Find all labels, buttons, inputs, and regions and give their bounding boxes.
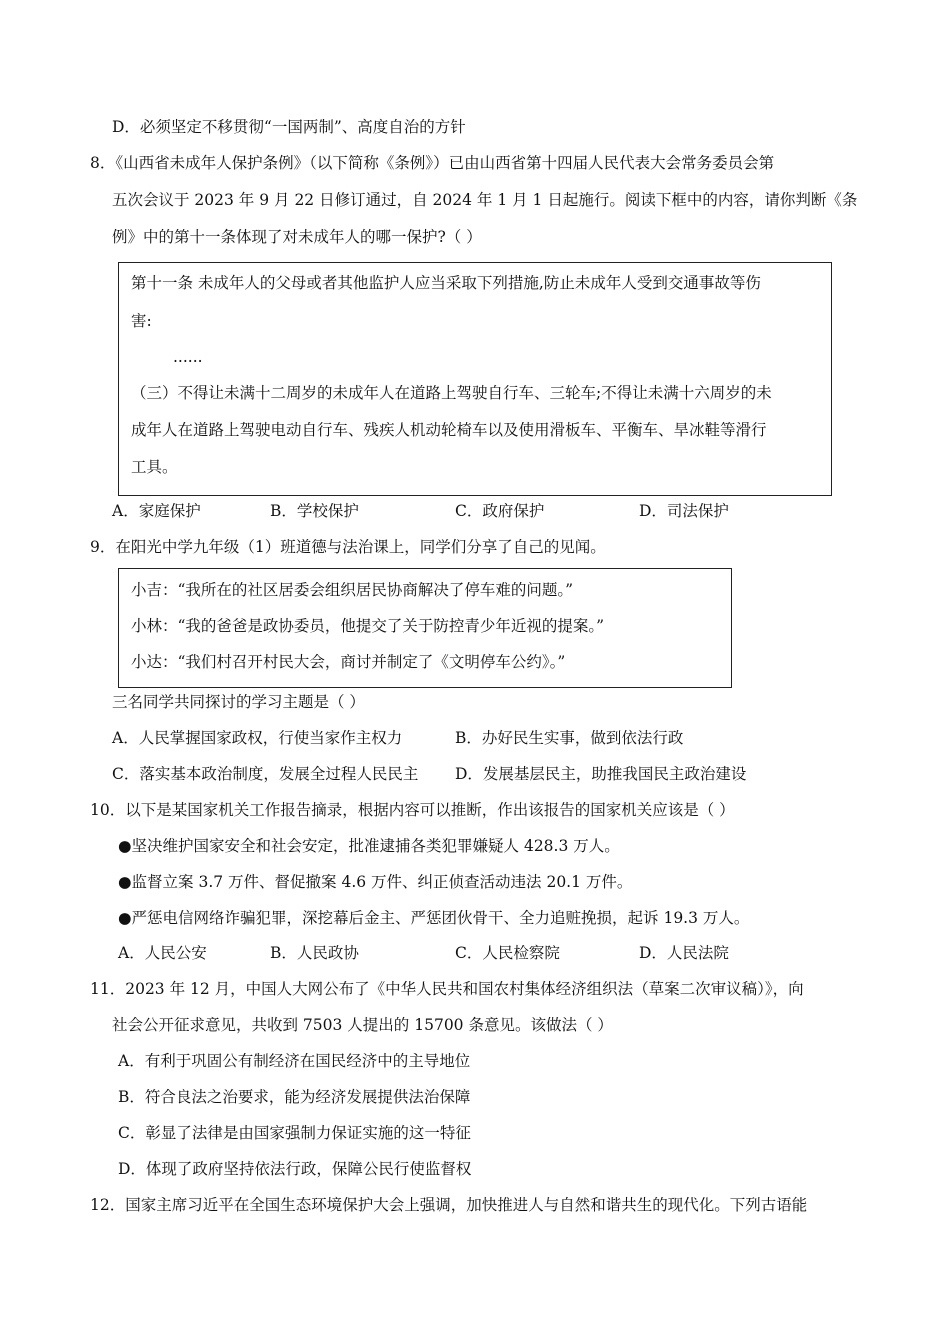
- q7-option-d: D．必须坚定不移贯彻“一国两制”、高度自治的方针: [112, 118, 466, 136]
- q11-stem-line-1: 11．2023 年 12 月，中国人大网公布了《中华人民共和国农村集体经济组织法（草案二次审议稿）》，向: [90, 980, 804, 998]
- q10-option-c: C．人民检察院: [455, 944, 560, 962]
- q8-option-a: A．家庭保护: [112, 502, 201, 520]
- q8-box-line-6: 工具。: [131, 458, 178, 476]
- q10-bullet-1: ●坚决维护国家安全和社会安定，批准逮捕各类犯罪嫌疑人 428.3 万人。: [118, 837, 620, 855]
- q9-option-b: B．办好民生实事，做到依法行政: [455, 729, 684, 747]
- q8-quote-box: [118, 262, 832, 496]
- q10-option-d: D．人民法院: [639, 944, 729, 962]
- q9-quote-box: [118, 568, 732, 688]
- q8-option-c: C．政府保护: [455, 502, 545, 520]
- q11-stem-line-2: 社会公开征求意见，共收到 7503 人提出的 15700 条意见。该做法（ ）: [112, 1016, 613, 1034]
- q9-option-a: A．人民掌握国家政权，行使当家作主权力: [112, 729, 403, 747]
- q10-option-a: A．人民公安: [118, 944, 207, 962]
- q12-stem-line-1: 12．国家主席习近平在全国生态环境保护大会上强调，加快推进人与自然和谐共生的现代化。下列古语能: [90, 1196, 808, 1214]
- q8-box-line-1: 第十一条 未成年人的父母或者其他监护人应当采取下列措施,防止未成年人受到交通事故等伤: [131, 274, 761, 292]
- q9-question: 三名同学共同探讨的学习主题是（ ）: [112, 693, 365, 711]
- q9-box-line-3: 小达：“我们村召开村民大会，商讨并制定了《文明停车公约》。”: [131, 653, 566, 671]
- q8-box-line-4: （三）不得让未满十二周岁的未成年人在道路上驾驶自行车、三轮车;不得让未满十六周岁的未: [131, 384, 772, 402]
- q8-stem-line-2: 五次会议于 2023 年 9 月 22 日修订通过，自 2024 年 1 月 1 日起施行。阅读下框中的内容，请你判断《条: [112, 191, 858, 209]
- q11-option-c: C．彰显了法律是由国家强制力保证实施的这一特征: [118, 1124, 471, 1142]
- q10-bullet-2: ●监督立案 3.7 万件、督促撤案 4.6 万件、纠正侦查活动违法 20.1 万件。: [118, 873, 633, 891]
- q9-option-c: C．落实基本政治制度，发展全过程人民民主: [112, 765, 419, 783]
- q10-bullet-3: ●严惩电信网络诈骗犯罪，深挖幕后金主、严惩团伙骨干、全力追赃挽损，起诉 19.3 万人。: [118, 909, 750, 927]
- q8-box-line-5: 成年人在道路上驾驶电动自行车、残疾人机动轮椅车以及使用滑板车、平衡车、旱冰鞋等滑行: [131, 421, 767, 439]
- q11-option-a: A．有利于巩固公有制经济在国民经济中的主导地位: [118, 1052, 471, 1070]
- q9-box-line-1: 小吉：“我所在的社区居委会组织居民协商解决了停车难的问题。”: [131, 581, 574, 599]
- q8-box-line-2: 害:: [131, 312, 152, 330]
- q8-option-d: D．司法保护: [639, 502, 729, 520]
- q10-option-b: B．人民政协: [270, 944, 359, 962]
- q10-stem: 10．以下是某国家机关工作报告摘录，根据内容可以推断，作出该报告的国家机关应该是（ ）: [90, 801, 735, 819]
- q9-box-line-2: 小林：“我的爸爸是政协委员，他提交了关于防控青少年近视的提案。”: [131, 617, 605, 635]
- q9-stem: 9．在阳光中学九年级（1）班道德与法治课上，同学们分享了自己的见闻。: [90, 538, 606, 556]
- q8-stem-line-3: 例》中的第十一条体现了对未成年人的哪一保护?（ ）: [112, 228, 482, 246]
- q9-option-d: D．发展基层民主，助推我国民主政治建设: [455, 765, 747, 783]
- q11-option-d: D．体现了政府坚持依法行政，保障公民行使监督权: [118, 1160, 472, 1178]
- q11-option-b: B．符合良法之治要求，能为经济发展提供法治保障: [118, 1088, 471, 1106]
- q8-stem-line-1: 8．《山西省未成年人保护条例》（以下简称《条例》）已由山西省第十四届人民代表大会常务委员会第: [90, 154, 775, 172]
- q8-box-line-3: ......: [173, 348, 203, 366]
- q8-option-b: B．学校保护: [270, 502, 359, 520]
